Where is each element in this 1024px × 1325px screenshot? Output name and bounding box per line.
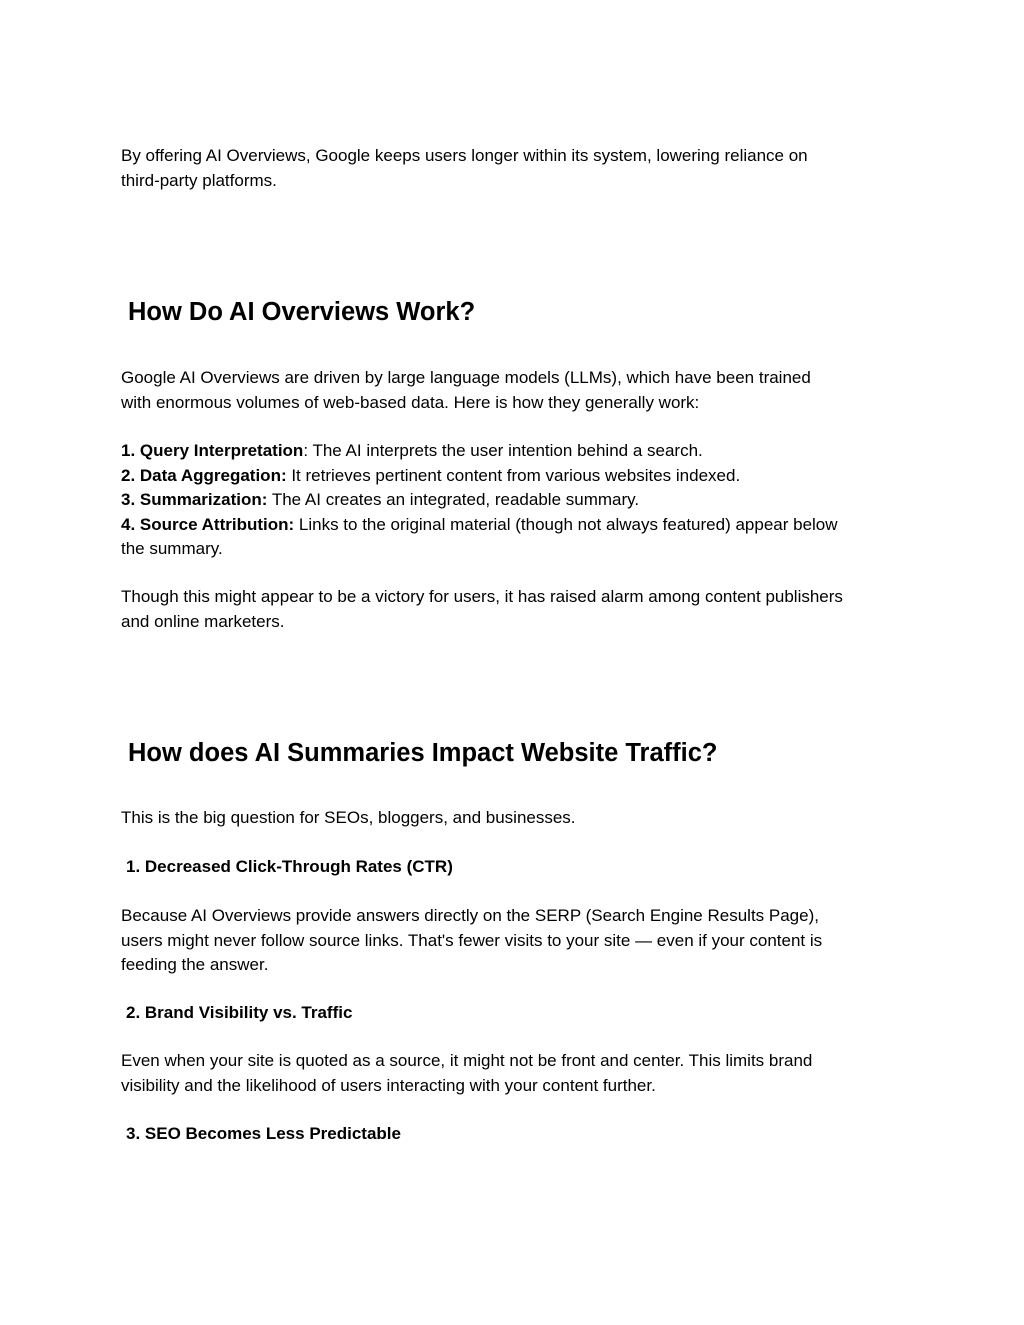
section-heading-how-ai-overviews-work: How Do AI Overviews Work?	[128, 298, 476, 326]
paragraph-line: users might never follow source links. That's fewer visits to your site — even if your content is	[121, 930, 823, 950]
list-item-continuation: the summary.	[121, 539, 223, 558]
section-heading-impact-on-traffic: How does AI Summaries Impact Website Traffic?	[128, 739, 718, 767]
subheading-ctr: 1. Decreased Click-Through Rates (CTR)	[126, 857, 453, 876]
paragraph-line: with enormous volumes of web-based data. Here is how they generally work:	[121, 392, 700, 412]
paragraph-line: Though this might appear to be a victory for users, it has raised alarm among content publishers	[121, 587, 843, 606]
steps-list	[121, 439, 911, 562]
section1-closing-paragraph	[121, 585, 911, 634]
list-item	[121, 464, 911, 489]
step-text: : The AI interprets the user intention behind a search.	[303, 441, 703, 460]
paragraph-line: Even when your site is quoted as a source, it might not be front and center. This limits brand	[121, 1051, 813, 1070]
list-item	[121, 439, 911, 464]
paragraph-line: feeding the answer.	[121, 955, 269, 974]
step-text: It retrieves pertinent content from various websites indexed.	[286, 465, 741, 485]
step-text: Links to the original material (though not always featured) appear below	[294, 514, 838, 534]
step-label: 1. Query Interpretation	[121, 441, 304, 460]
list-item	[121, 488, 911, 513]
section1-paragraph	[121, 366, 911, 415]
sub2-paragraph	[121, 1049, 911, 1098]
intro-paragraph	[121, 144, 911, 193]
paragraph-line: Google AI Overviews are driven by large language models (LLMs), which have been trained	[121, 368, 811, 387]
step-label: 3. Summarization:	[121, 490, 268, 509]
paragraph-line: and online marketers.	[121, 611, 285, 631]
step-label: 4. Source Attribution:	[121, 514, 295, 534]
section2-intro	[121, 806, 911, 831]
step-text: The AI creates an integrated, readable summary.	[267, 490, 640, 509]
paragraph-line: Because AI Overviews provide answers directly on the SERP (Search Engine Results Page),	[121, 906, 819, 925]
intro-line: By offering AI Overviews, Google keeps users longer within its system, lowering reliance on	[121, 146, 808, 165]
sub1-paragraph	[121, 904, 911, 978]
step-label: 2. Data Aggregation:	[121, 465, 287, 485]
subheading-brand-visibility: 2. Brand Visibility vs. Traffic	[126, 1003, 353, 1022]
subheading-seo-predictability: 3. SEO Becomes Less Predictable	[126, 1124, 401, 1143]
paragraph-line: This is the big question for SEOs, bloggers, and businesses.	[121, 808, 576, 827]
paragraph-line: visibility and the likelihood of users interacting with your content further.	[121, 1075, 656, 1095]
intro-line: third-party platforms.	[121, 170, 277, 190]
list-item	[121, 513, 911, 538]
